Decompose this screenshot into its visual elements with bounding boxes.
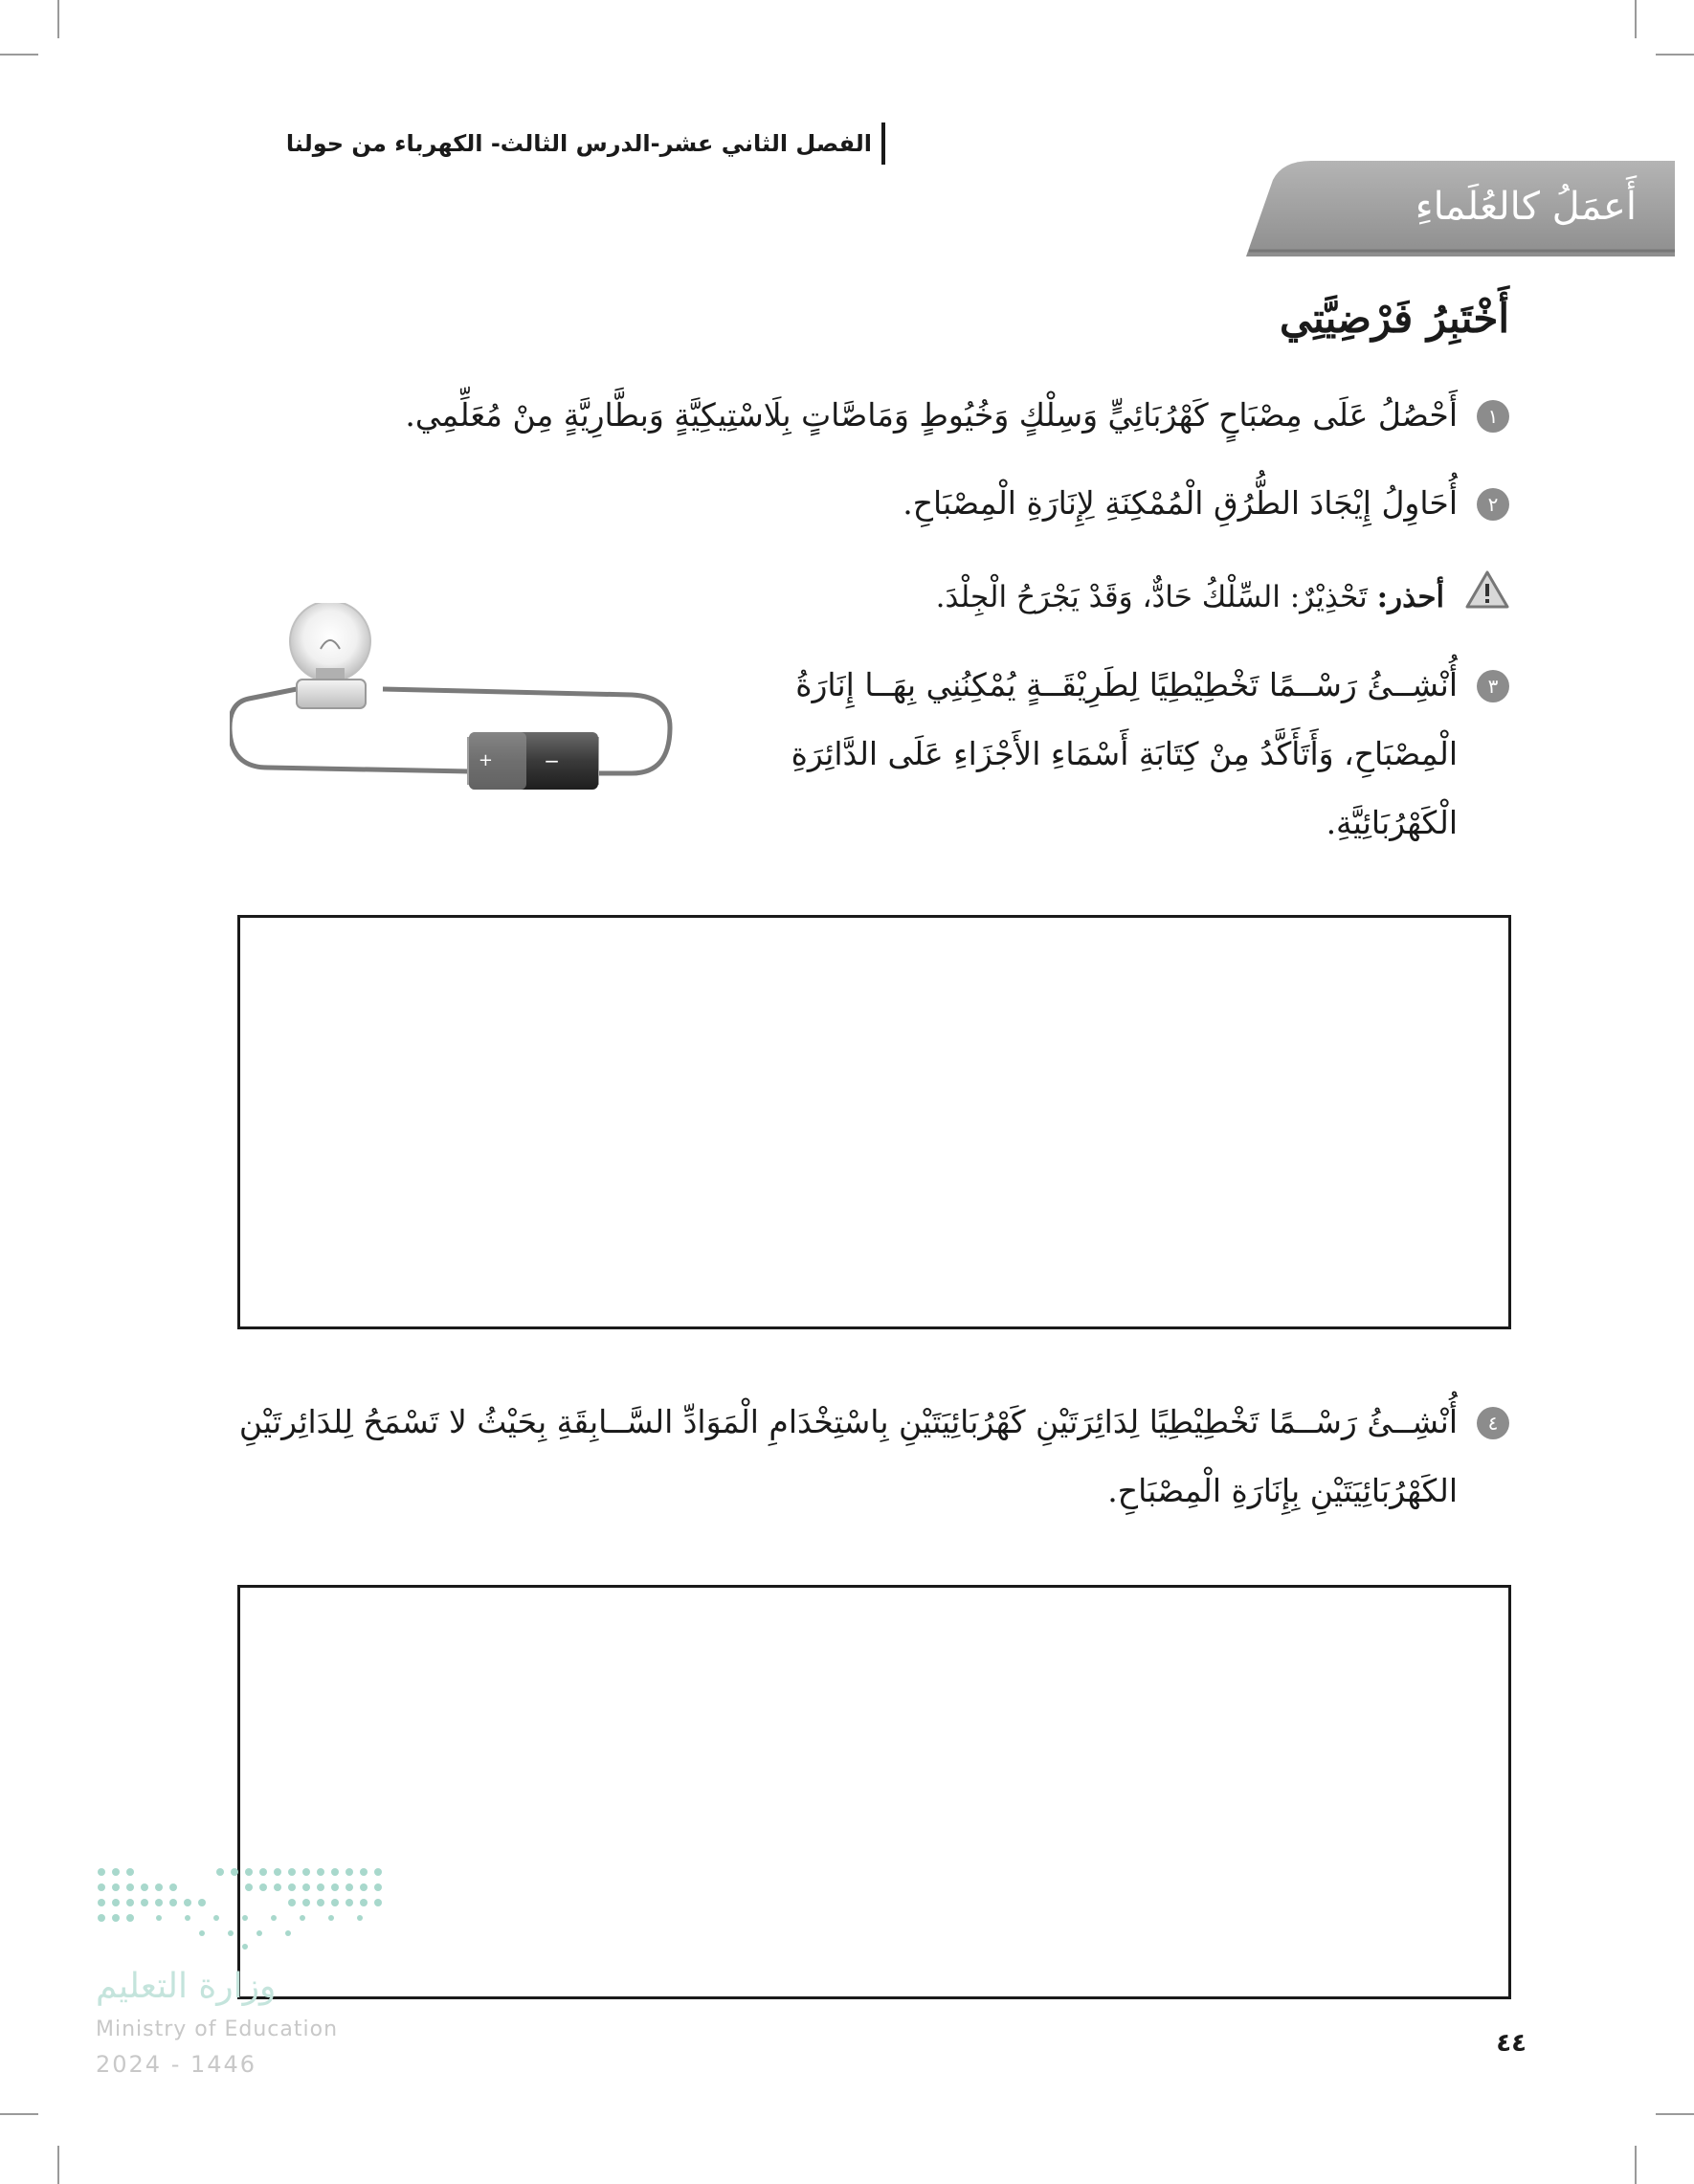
ministry-name-arabic: وزارة التعليم — [96, 1967, 277, 2006]
ministry-name-english: Ministry of Education — [96, 2017, 339, 2041]
section-banner — [1244, 161, 1675, 256]
step-number: ٣ — [1477, 670, 1509, 702]
crop-mark — [57, 2146, 59, 2184]
crop-mark — [1635, 2146, 1637, 2184]
step-text: أُنْشِــئُ رَسْــمًا تَخْطِيْطِيًا لِدَائِرَتَيْنِ كَهْرُبَائِيَتَيْنِ بِاسْتِخْدَامِ الْمَوَادِّ السَّــابِقَةِ بِحَيْثُ لا تَسْمَحُ لِلدَائِرتَيْنِ الكَهْرُبَائِيَتَيْنِ بِإِنَارَةِ الْمِصْبَاحِ. — [238, 1403, 1458, 1509]
step-text: أُنْشِــئُ رَسْــمًا تَخْطِيْطِيًا لِطَرِيْقَــةٍ يُمْكِنُنِي بِهَــا إِنَارَةُ الْمِصْبَاحِ، وَأَتَأَكَّدُ مِنْ كِتَابَةِ أَسْمَاءِ الأَجْزَاءِ عَلَى الدَّائِرَةِ الْكَهْرُبَائِيَّةِ. — [791, 666, 1458, 841]
chapter-header: الفصل الثاني عشر-الدرس الثالث- الكهرباء من حولنا — [286, 123, 885, 165]
step-3 — [705, 651, 1509, 858]
step-text: أَحْصُلُ عَلَى مِصْبَاحٍ كَهْرُبَائِيٍّ وَسِلْكٍ وَخُيُوطٍ وَمَاصَّاتٍ بِلَاسْتِيكِيَّةٍ وَبطَّارِيَّةٍ مِنْ مُعَلِّمِي. — [405, 396, 1458, 434]
section-heading: أَخْتَبِرُ فَرْضِيَّتِي — [1279, 295, 1509, 342]
ministry-logo — [96, 1866, 383, 1961]
drawing-area-1[interactable] — [237, 915, 1511, 1329]
safety-warning — [936, 567, 1509, 630]
bulb-base — [297, 680, 366, 708]
warning-label: أحذر: — [1376, 580, 1445, 614]
step-number: ٢ — [1477, 488, 1509, 521]
crop-mark — [1656, 54, 1694, 56]
battery-minus-sign: − — [544, 749, 560, 772]
crop-mark — [1656, 2113, 1694, 2115]
crop-mark — [0, 2113, 38, 2115]
step-number: ١ — [1477, 400, 1509, 433]
ministry-logo-dots — [96, 1866, 383, 1957]
banner-title: أَعمَلُ كالعُلَماءِ — [1415, 185, 1637, 229]
drawing-area-2[interactable] — [237, 1585, 1511, 1999]
step-2 — [169, 469, 1509, 538]
step-number: ٤ — [1477, 1407, 1509, 1439]
battery-plus-sign: + — [478, 750, 493, 770]
step-4 — [236, 1388, 1509, 1526]
edition-year: 2024 - 1446 — [96, 2051, 257, 2078]
circuit-illustration — [230, 603, 689, 808]
step-text: أُحَاوِلُ إِيْجَادَ الطُّرُقِ الْمُمْكِنَةِ لِإِنَارَةِ الْمِصْبَاحِ. — [903, 484, 1458, 522]
crop-mark — [1635, 0, 1637, 38]
crop-mark — [0, 54, 38, 56]
warning-text: تَحْذِيْرٌ: السِّلْكُ حَادٌّ، وَقَدْ يَجْرَحُ الْجِلْدَ. — [935, 580, 1368, 614]
page-number: ٤٤ — [1496, 2029, 1527, 2058]
step-1 — [169, 381, 1509, 450]
crop-mark — [57, 0, 59, 38]
warning-icon — [1465, 568, 1509, 630]
